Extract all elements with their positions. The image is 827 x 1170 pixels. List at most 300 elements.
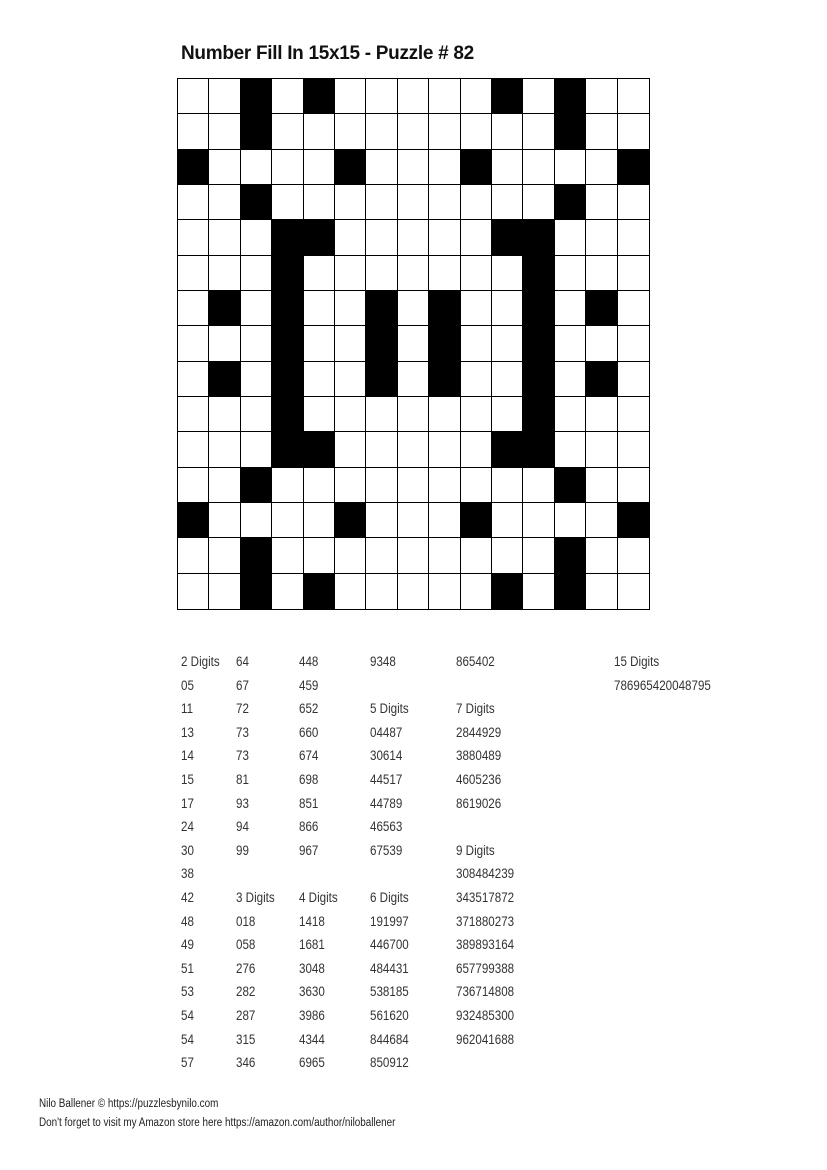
word-entry: 448 xyxy=(299,654,319,669)
grid-cell[interactable] xyxy=(461,291,492,326)
grid-cell[interactable] xyxy=(492,397,523,432)
grid-cell[interactable] xyxy=(178,468,209,503)
grid-cell[interactable] xyxy=(335,79,366,114)
word-entry: 786965420048795 xyxy=(614,677,711,693)
word-entry xyxy=(456,674,514,698)
grid-cell[interactable] xyxy=(461,256,492,291)
word-entry xyxy=(236,862,275,886)
black-cell xyxy=(523,220,554,255)
grid-cell[interactable] xyxy=(178,114,209,149)
word-entry: 282 xyxy=(236,984,256,1000)
word-entry: 42 xyxy=(181,889,194,905)
grid-cell[interactable] xyxy=(304,503,335,538)
grid-cell[interactable] xyxy=(461,79,492,114)
grid-cell[interactable] xyxy=(461,397,492,432)
word-entry xyxy=(370,862,409,886)
word-entry: 459 xyxy=(299,677,319,693)
grid-cell[interactable] xyxy=(586,185,617,220)
grid-cell[interactable] xyxy=(241,397,272,432)
grid-cell[interactable] xyxy=(272,185,303,220)
grid-cell[interactable] xyxy=(461,468,492,503)
grid-cell[interactable] xyxy=(555,256,586,291)
black-cell xyxy=(429,326,460,361)
grid-cell[interactable] xyxy=(272,538,303,573)
grid-cell[interactable] xyxy=(304,468,335,503)
grid-cell[interactable] xyxy=(178,185,209,220)
grid-cell[interactable] xyxy=(586,326,617,361)
grid-cell[interactable] xyxy=(586,538,617,573)
grid-cell[interactable] xyxy=(492,538,523,573)
grid-cell[interactable] xyxy=(366,256,397,291)
black-cell xyxy=(241,468,272,503)
word-entry: 315 xyxy=(236,1031,256,1047)
word-entry: 67539 xyxy=(370,842,403,858)
grid-cell[interactable] xyxy=(366,503,397,538)
grid-cell[interactable] xyxy=(272,503,303,538)
grid-cell[interactable] xyxy=(429,220,460,255)
word-entry: 538185 xyxy=(370,984,409,1000)
grid-cell[interactable] xyxy=(429,79,460,114)
grid-cell[interactable] xyxy=(335,538,366,573)
word-entry: 736714808 xyxy=(456,984,515,1000)
black-cell xyxy=(429,362,460,397)
grid-cell[interactable] xyxy=(209,326,240,361)
word-group-heading: 3 Digits xyxy=(236,889,275,905)
word-entry: 4344 xyxy=(299,1031,325,1047)
grid-cell[interactable] xyxy=(618,432,649,467)
black-cell xyxy=(272,220,303,255)
black-cell xyxy=(586,362,617,397)
black-cell xyxy=(618,503,649,538)
grid-cell[interactable] xyxy=(272,468,303,503)
grid-cell[interactable] xyxy=(178,574,209,609)
grid-cell[interactable] xyxy=(398,468,429,503)
word-entry: 851 xyxy=(299,795,319,811)
word-entry: 287 xyxy=(236,1007,256,1023)
word-entry: 49 xyxy=(181,937,194,953)
black-cell xyxy=(461,503,492,538)
grid-cell[interactable] xyxy=(492,362,523,397)
grid-cell[interactable] xyxy=(429,503,460,538)
black-cell xyxy=(335,503,366,538)
grid-cell[interactable] xyxy=(335,256,366,291)
grid-cell[interactable] xyxy=(335,432,366,467)
grid-cell[interactable] xyxy=(178,432,209,467)
grid-cell[interactable] xyxy=(461,574,492,609)
word-entry: 14 xyxy=(181,748,194,764)
word-column xyxy=(299,650,344,1075)
black-cell xyxy=(555,574,586,609)
grid-cell[interactable] xyxy=(429,468,460,503)
word-entry: 1681 xyxy=(299,937,325,953)
grid-cell[interactable] xyxy=(398,503,429,538)
grid-cell[interactable] xyxy=(209,432,240,467)
word-entry: 484431 xyxy=(370,960,409,976)
black-cell xyxy=(492,574,523,609)
black-cell xyxy=(492,79,523,114)
grid-cell[interactable] xyxy=(304,150,335,185)
word-entry: 51 xyxy=(181,960,194,976)
grid-cell[interactable] xyxy=(555,291,586,326)
grid-cell[interactable] xyxy=(618,79,649,114)
grid-cell[interactable] xyxy=(304,256,335,291)
grid-cell[interactable] xyxy=(335,326,366,361)
word-entry: 94 xyxy=(236,819,249,835)
grid-cell[interactable] xyxy=(492,468,523,503)
grid-cell[interactable] xyxy=(492,150,523,185)
word-entry: 660 xyxy=(299,724,319,740)
amazon-store-line: Don't forget to visit my Amazon store here https://amazon.com/author/niloballener xyxy=(39,1117,396,1129)
word-entry: 30 xyxy=(181,842,194,858)
word-group-heading: 4 Digits xyxy=(299,889,338,905)
grid-cell[interactable] xyxy=(398,256,429,291)
grid-cell[interactable] xyxy=(492,185,523,220)
black-cell xyxy=(618,150,649,185)
grid-cell[interactable] xyxy=(178,220,209,255)
word-entry: 018 xyxy=(236,913,256,929)
word-entry: 93 xyxy=(236,795,249,811)
word-entry: 72 xyxy=(236,701,249,717)
black-cell xyxy=(492,432,523,467)
word-entry: 53 xyxy=(181,984,194,1000)
word-column xyxy=(181,650,226,1075)
word-entry: 2844929 xyxy=(456,724,502,740)
grid-cell[interactable] xyxy=(398,79,429,114)
grid-cell[interactable] xyxy=(335,362,366,397)
grid-cell[interactable] xyxy=(241,220,272,255)
word-entry: 24 xyxy=(181,819,194,835)
grid-cell[interactable] xyxy=(555,220,586,255)
grid-cell[interactable] xyxy=(429,114,460,149)
word-column xyxy=(614,650,727,697)
grid-cell[interactable] xyxy=(398,291,429,326)
grid-cell[interactable] xyxy=(492,291,523,326)
black-cell xyxy=(272,256,303,291)
grid-cell[interactable] xyxy=(555,503,586,538)
grid-cell[interactable] xyxy=(429,256,460,291)
grid-cell[interactable] xyxy=(555,432,586,467)
grid-cell[interactable] xyxy=(618,185,649,220)
grid-cell[interactable] xyxy=(366,432,397,467)
grid-cell[interactable] xyxy=(586,432,617,467)
grid-cell[interactable] xyxy=(429,432,460,467)
black-cell xyxy=(178,150,209,185)
grid-cell[interactable] xyxy=(618,220,649,255)
word-entry: 64 xyxy=(236,654,249,669)
grid-cell[interactable] xyxy=(272,574,303,609)
black-cell xyxy=(241,538,272,573)
grid-cell[interactable] xyxy=(618,362,649,397)
word-entry: 343517872 xyxy=(456,889,515,905)
grid-cell[interactable] xyxy=(555,362,586,397)
grid-cell[interactable] xyxy=(398,220,429,255)
grid-cell[interactable] xyxy=(209,538,240,573)
grid-cell[interactable] xyxy=(178,79,209,114)
grid-cell[interactable] xyxy=(586,503,617,538)
grid-cell[interactable] xyxy=(304,362,335,397)
grid-cell[interactable] xyxy=(209,574,240,609)
word-entry: 44517 xyxy=(370,771,403,787)
grid-cell[interactable] xyxy=(335,114,366,149)
black-cell xyxy=(555,79,586,114)
grid-cell[interactable] xyxy=(398,326,429,361)
grid-cell[interactable] xyxy=(461,185,492,220)
grid-cell[interactable] xyxy=(618,538,649,573)
word-entry: 932485300 xyxy=(456,1007,515,1023)
grid-cell[interactable] xyxy=(429,185,460,220)
black-cell xyxy=(304,79,335,114)
grid-cell[interactable] xyxy=(209,397,240,432)
black-cell xyxy=(555,538,586,573)
grid-cell[interactable] xyxy=(618,574,649,609)
grid-cell[interactable] xyxy=(366,397,397,432)
grid-cell[interactable] xyxy=(586,220,617,255)
puzzle-title: Number Fill In 15x15 - Puzzle # 82 xyxy=(181,43,474,64)
grid-cell[interactable] xyxy=(178,362,209,397)
black-cell xyxy=(523,256,554,291)
grid-cell[interactable] xyxy=(335,468,366,503)
word-entry: 308484239 xyxy=(456,866,515,882)
black-cell xyxy=(586,291,617,326)
black-cell xyxy=(523,432,554,467)
word-entry: 698 xyxy=(299,771,319,787)
grid-cell[interactable] xyxy=(398,574,429,609)
word-entry: 446700 xyxy=(370,937,409,953)
grid-cell[interactable] xyxy=(209,79,240,114)
grid-cell[interactable] xyxy=(178,326,209,361)
word-entry: 6965 xyxy=(299,1055,325,1071)
grid-cell[interactable] xyxy=(429,150,460,185)
grid-cell[interactable] xyxy=(492,114,523,149)
word-column xyxy=(456,650,524,1051)
word-entry: 866 xyxy=(299,819,319,835)
black-cell xyxy=(523,362,554,397)
black-cell xyxy=(523,397,554,432)
word-entry: 3880489 xyxy=(456,748,502,764)
grid-cell[interactable] xyxy=(366,468,397,503)
grid-cell[interactable] xyxy=(366,220,397,255)
grid-cell[interactable] xyxy=(461,326,492,361)
grid-cell[interactable] xyxy=(366,79,397,114)
word-entry: 4605236 xyxy=(456,771,502,787)
grid-cell[interactable] xyxy=(209,503,240,538)
grid-cell[interactable] xyxy=(398,538,429,573)
grid-cell[interactable] xyxy=(461,432,492,467)
grid-cell[interactable] xyxy=(586,468,617,503)
grid-cell[interactable] xyxy=(618,291,649,326)
grid-cell[interactable] xyxy=(335,220,366,255)
grid-cell[interactable] xyxy=(272,150,303,185)
black-cell xyxy=(555,185,586,220)
black-cell xyxy=(241,574,272,609)
word-entry: 99 xyxy=(236,842,249,858)
grid-cell[interactable] xyxy=(398,362,429,397)
black-cell xyxy=(555,114,586,149)
grid-cell[interactable] xyxy=(178,291,209,326)
grid-cell[interactable] xyxy=(523,468,554,503)
word-entry: 276 xyxy=(236,960,256,976)
word-entry: 8619026 xyxy=(456,795,502,811)
grid-cell[interactable] xyxy=(586,114,617,149)
grid-cell[interactable] xyxy=(461,114,492,149)
black-cell xyxy=(241,114,272,149)
grid-cell[interactable] xyxy=(178,256,209,291)
word-group-heading: 5 Digits xyxy=(370,701,409,717)
grid-cell[interactable] xyxy=(523,503,554,538)
grid-cell[interactable] xyxy=(398,150,429,185)
grid-cell[interactable] xyxy=(618,256,649,291)
black-cell xyxy=(304,574,335,609)
grid-cell[interactable] xyxy=(555,397,586,432)
grid-cell[interactable] xyxy=(555,326,586,361)
word-entry: 1418 xyxy=(299,913,325,929)
word-entry: 967 xyxy=(299,842,319,858)
grid-cell[interactable] xyxy=(398,432,429,467)
grid-cell[interactable] xyxy=(461,362,492,397)
grid-cell[interactable] xyxy=(335,574,366,609)
grid-cell[interactable] xyxy=(618,468,649,503)
word-entry: 48 xyxy=(181,913,194,929)
word-entry xyxy=(299,862,338,886)
grid-cell[interactable] xyxy=(178,538,209,573)
word-entry xyxy=(370,674,409,698)
black-cell xyxy=(304,220,335,255)
grid-cell[interactable] xyxy=(586,256,617,291)
word-entry: 389893164 xyxy=(456,937,515,953)
grid-cell[interactable] xyxy=(523,79,554,114)
grid-cell[interactable] xyxy=(618,397,649,432)
grid-cell[interactable] xyxy=(241,150,272,185)
grid-cell[interactable] xyxy=(429,538,460,573)
grid-cell[interactable] xyxy=(461,220,492,255)
grid-cell[interactable] xyxy=(241,256,272,291)
copyright-line: Nilo Ballener © https://puzzlesbynilo.com xyxy=(39,1098,219,1110)
grid-cell[interactable] xyxy=(586,574,617,609)
word-entry: 674 xyxy=(299,748,319,764)
grid-cell[interactable] xyxy=(335,185,366,220)
word-entry: 73 xyxy=(236,748,249,764)
grid-cell[interactable] xyxy=(523,538,554,573)
black-cell xyxy=(335,150,366,185)
word-entry: 865402 xyxy=(456,654,495,669)
grid-cell[interactable] xyxy=(209,256,240,291)
grid-cell[interactable] xyxy=(523,114,554,149)
grid-cell[interactable] xyxy=(492,503,523,538)
grid-cell[interactable] xyxy=(555,150,586,185)
grid-cell[interactable] xyxy=(209,468,240,503)
black-cell xyxy=(272,291,303,326)
grid-cell[interactable] xyxy=(461,538,492,573)
black-cell xyxy=(209,291,240,326)
black-cell xyxy=(492,220,523,255)
word-entry: 67 xyxy=(236,677,249,693)
grid-cell[interactable] xyxy=(586,150,617,185)
word-entry: 57 xyxy=(181,1055,194,1071)
grid-cell[interactable] xyxy=(429,397,460,432)
grid-cell[interactable] xyxy=(366,538,397,573)
grid-cell[interactable] xyxy=(241,432,272,467)
grid-cell[interactable] xyxy=(366,114,397,149)
word-entry: 73 xyxy=(236,724,249,740)
word-entry: 46563 xyxy=(370,819,403,835)
black-cell xyxy=(241,79,272,114)
grid-cell[interactable] xyxy=(209,150,240,185)
grid-cell[interactable] xyxy=(241,503,272,538)
grid-cell[interactable] xyxy=(586,397,617,432)
word-column xyxy=(236,650,281,1075)
puzzle-grid[interactable] xyxy=(177,78,650,610)
grid-cell[interactable] xyxy=(241,326,272,361)
grid-cell[interactable] xyxy=(366,574,397,609)
grid-cell[interactable] xyxy=(241,291,272,326)
black-cell xyxy=(555,468,586,503)
word-group-heading: 15 Digits xyxy=(614,654,660,669)
grid-cell[interactable] xyxy=(178,397,209,432)
word-entry: 17 xyxy=(181,795,194,811)
word-entry: 652 xyxy=(299,701,319,717)
word-entry: 561620 xyxy=(370,1007,409,1023)
grid-cell[interactable] xyxy=(335,397,366,432)
grid-cell[interactable] xyxy=(335,291,366,326)
grid-cell[interactable] xyxy=(398,114,429,149)
word-entry: 81 xyxy=(236,771,249,787)
grid-cell[interactable] xyxy=(618,114,649,149)
grid-cell[interactable] xyxy=(618,326,649,361)
word-column xyxy=(370,650,415,1075)
grid-cell[interactable] xyxy=(492,256,523,291)
black-cell xyxy=(366,326,397,361)
word-entry: 04487 xyxy=(370,724,403,740)
grid-cell[interactable] xyxy=(304,397,335,432)
grid-cell[interactable] xyxy=(523,150,554,185)
word-entry: 3986 xyxy=(299,1007,325,1023)
word-entry: 3630 xyxy=(299,984,325,1000)
grid-cell[interactable] xyxy=(304,326,335,361)
grid-cell[interactable] xyxy=(429,574,460,609)
grid-cell[interactable] xyxy=(492,326,523,361)
grid-cell[interactable] xyxy=(209,220,240,255)
grid-cell[interactable] xyxy=(304,114,335,149)
grid-cell[interactable] xyxy=(366,185,397,220)
black-cell xyxy=(366,362,397,397)
word-entry: 657799388 xyxy=(456,960,515,976)
grid-cell[interactable] xyxy=(304,291,335,326)
word-entry: 38 xyxy=(181,866,194,882)
word-entry: 44789 xyxy=(370,795,403,811)
black-cell xyxy=(272,397,303,432)
word-entry: 54 xyxy=(181,1031,194,1047)
grid-cell[interactable] xyxy=(398,185,429,220)
grid-cell[interactable] xyxy=(272,79,303,114)
black-cell xyxy=(429,291,460,326)
grid-cell[interactable] xyxy=(209,114,240,149)
word-entry: 850912 xyxy=(370,1055,409,1071)
grid-cell[interactable] xyxy=(304,538,335,573)
black-cell xyxy=(523,326,554,361)
grid-cell[interactable] xyxy=(209,185,240,220)
grid-cell[interactable] xyxy=(304,185,335,220)
grid-cell[interactable] xyxy=(523,574,554,609)
word-entry: 11 xyxy=(181,701,194,717)
grid-cell[interactable] xyxy=(523,185,554,220)
grid-cell[interactable] xyxy=(366,150,397,185)
grid-cell[interactable] xyxy=(272,114,303,149)
grid-cell[interactable] xyxy=(241,362,272,397)
grid-cell[interactable] xyxy=(586,79,617,114)
black-cell xyxy=(304,432,335,467)
word-entry: 962041688 xyxy=(456,1031,515,1047)
grid-cell[interactable] xyxy=(398,397,429,432)
